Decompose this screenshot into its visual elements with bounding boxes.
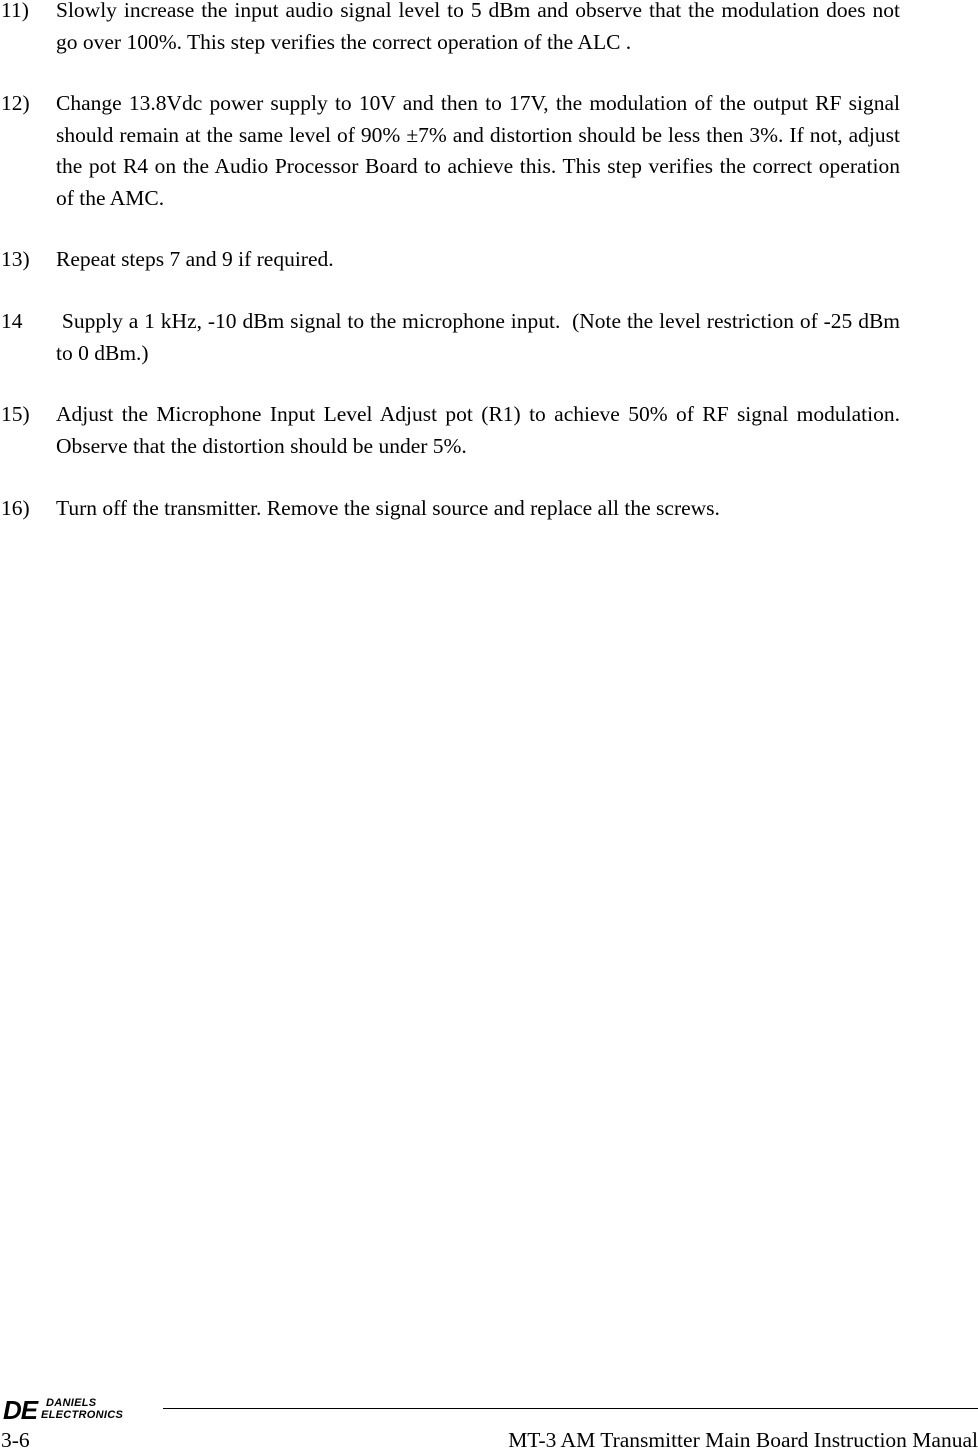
step-number: 15) [1,402,30,426]
footer-divider [163,1408,978,1409]
step-text: Slowly increase the input audio signal level to 5 dBm and observe that the modulation does not go over 100%. This step verifies the correct operation of the ALC . [56,0,900,54]
step-number: 11) [1,0,29,22]
step-text: Supply a 1 kHz, -10 dBm signal to the microphone input. (Note the level restriction of -25 dBm to 0 dBm.) [56,309,906,365]
step-number: 14 [1,309,23,333]
manual-title: MT-3 AM Transmitter Main Board Instruction Manual [508,1428,978,1452]
step-text: Change 13.8Vdc power supply to 10V and then to 17V, the modulation of the output RF signal should remain at the same level of 90% ±7% and distortion should be less then 3%. If not, adjust the pot R4 on the Audio Processor Board to achieve this. This step verifies the correct operation of the AMC. [56,91,900,210]
step-text: Turn off the transmitter. Remove the signal source and replace all the screws. [56,496,720,520]
step-number: 12) [1,91,30,115]
step-text: Repeat steps 7 and 9 if required. [56,247,334,271]
step-number: 13) [1,247,30,271]
daniels-electronics-logo [3,1396,153,1424]
page-footer [0,1392,978,1454]
logo-initials: DE [3,1395,38,1425]
logo-line-daniels: DANIELS [46,1397,97,1409]
page-number: 3-6 [1,1428,30,1452]
logo-line-electronics: ELECTRONICS [41,1409,124,1421]
step-text: Adjust the Microphone Input Level Adjust pot (R1) to achieve 50% of RF signal modulation. Observe that the distortion should be under 5%. [56,402,900,458]
step-number: 16) [1,496,30,520]
